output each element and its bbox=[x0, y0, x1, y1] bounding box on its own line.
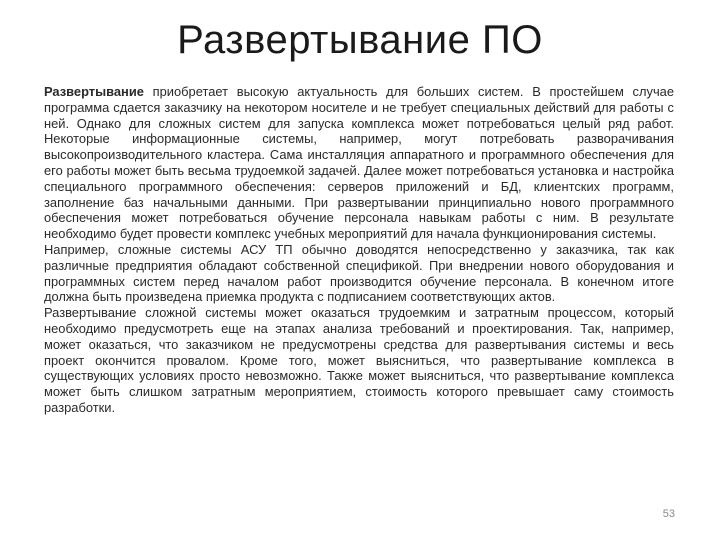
paragraph-1 bbox=[44, 84, 674, 242]
paragraph-1-lead: Развертывание bbox=[44, 84, 144, 99]
paragraph-2 bbox=[44, 242, 674, 305]
paragraph-3 bbox=[44, 305, 674, 416]
slide-title: Развертывание ПО bbox=[177, 18, 543, 62]
paragraph-3-text: Развертывание сложной системы может оказаться трудоемким и затратным процессом, который необходимо предусмотреть еще на этапах анализа требований и проектирования. Так, например, может оказаться, что заказчиком не предусмотрены средства для развертывания системы и весь проект окончится провалом. Кроме того, может выясниться, что развертывание комплекса в существующих условиях просто невозможно. Также может выясниться, что развертывание комплекса может быть слишком затратным мероприятием, стоимость которого превышает саму стоимость разработки. bbox=[44, 305, 674, 415]
page-number: 53 bbox=[662, 508, 675, 520]
paragraph-2-text: Например, сложные системы АСУ ТП обычно доводятся непосредственно у заказчика, так как различные предприятия обладают собственной спецификой. При внедрении нового оборудования и программных систем перед началом работ производится обучение персонала. В конечном итоге должна быть произведена приемка продукта с подписанием соответствующих актов. bbox=[44, 241, 674, 305]
slide-body bbox=[44, 84, 674, 416]
paragraph-1-text: приобретает высокую актуальность для больших систем. В простейшем случае программа сдается заказчику на некотором носителе и не требует специальных действий для работы с ней. Однако для сложных систем для запуска комплекса может потребоваться целый ряд работ. Некоторые информационные системы, например, могут потребовать разворачивания высокопроизводительного кластера. Сама инсталляция аппаратного и программного обеспечения для его работы может быть весьма трудоемкой задачей. Далее может потребоваться установка и настройка специального программного обеспечения: серверов приложений и БД, клиентских программ, заполнение баз начальными данными. При развертывании принципиально нового программного обеспечения может потребоваться обучение персонала навыкам работы с ним. В результате необходимо будет провести комплекс учебных мероприятий для начала функционирования системы. bbox=[44, 84, 674, 242]
